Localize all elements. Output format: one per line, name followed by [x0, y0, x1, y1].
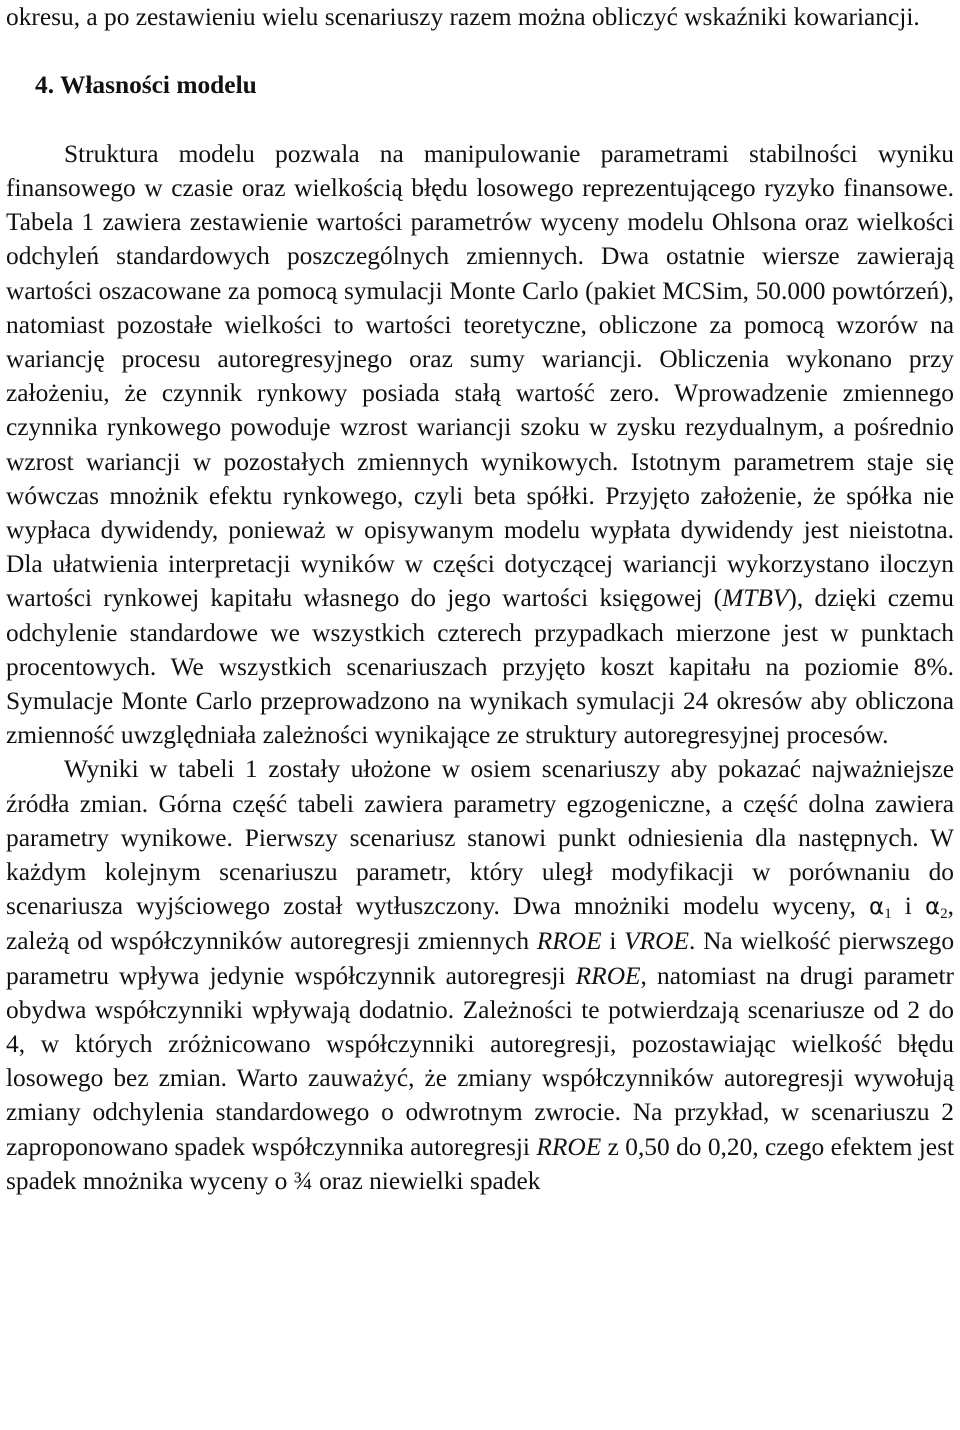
- mtbv-term: MTBV: [722, 584, 789, 613]
- continuation-text: okresu, a po zestawieniu wielu scenariuszy razem można obliczyć wskaźniki kowariancji.: [6, 3, 920, 31]
- alpha-1-subscript: 1: [884, 906, 892, 923]
- section-title: Własności modelu: [59, 71, 257, 100]
- alpha-1-symbol: α: [869, 894, 885, 921]
- paragraph1-text-b: ), dzięki czemu odchylenie standardowe we wszystkich czterech przypadkach mierzone jest w punktach procentowych. We wszystkich scenariuszach przyjęto koszt kapitału na poziomie 8%. Symulacje Monte Carlo przeprowadzono na wynikach symulacji 24 okresów aby obliczona zmienność uwzględniała zależności wynikające ze struktury autoregresyjnej procesów.: [6, 584, 954, 750]
- paragraph2-text-e: , natomiast na drugi parametr obydwa współczynniki wpływają dodatnio. Zależności te potwierdzają scenariusze od 2 do 4, w których zróżnicowano współczynniki autoregresji, pozostawiając wielkość błędu losowego bez zmian. Warto zauważyć, że zmiany współczynników autoregresji wywołują zmiany odchylenia standardowego o odwrotnym zwrocie. Na przykład, w scenariuszu 2 zaproponowano spadek współczynnika autoregresji: [6, 961, 954, 1161]
- rroe-term-3: RROE: [536, 1132, 602, 1161]
- section-number: 4.: [35, 71, 55, 100]
- alpha-2-subscript: 2: [940, 906, 948, 923]
- paragraph-spacer: [6, 34, 954, 68]
- body-paragraph-2: [6, 752, 954, 1198]
- heading-spacer: [6, 103, 954, 137]
- paragraph2-conjunction: i: [891, 892, 925, 921]
- alpha-2-symbol: α: [924, 894, 941, 921]
- body-paragraph-1: [6, 137, 954, 753]
- paragraph2-text-c: i: [601, 927, 625, 956]
- section-heading: [6, 68, 954, 102]
- rroe-term-2: RROE: [575, 961, 641, 990]
- document-page: [6, 0, 954, 1198]
- paragraph2-text-d: . Na wielkość pierwszego parametru wpływa jedynie współczynnik autoregresji: [6, 927, 955, 990]
- paragraph2-text-a: Wyniki w tabeli 1 zostały ułożone w osiem scenariuszy aby pokazać najważniejsze źródła zmian. Górna część tabeli zawiera parametry egzogeniczne, a część dolna zawiera parametry wynikowe. Pierwszy scenariusz stanowi punkt odniesienia dla następnych. W każdym kolejnym scenariuszu parametr, który uległ modyfikacji w porównaniu do scenariusza wyjściowego został wytłuszczony. Dwa mnożniki modelu wyceny,: [6, 755, 954, 921]
- paragraph1-text-a: Struktura modelu pozwala na manipulowanie parametrami stabilności wyniku finansowego w czasie oraz wielkością błędu losowego reprezentującego ryzyko finansowe. Tabela 1 zawiera zestawienie wartości parametrów wyceny modelu Ohlsona oraz wielkości odchyleń standardowych poszczególnych zmiennych. Dwa ostatnie wiersze zawierają wartości oszacowane za pomocą symulacji Monte Carlo (pakiet MCSim, 50.000 powtórzeń), natomiast pozostałe wielkości to wartości teoretyczne, obliczone za pomocą wzorów na wariancję procesu autoregresyjnego oraz sumy wariancji. Obliczenia wykonano przy założeniu, że czynnik rynkowy posiada stałą wartość zero. Wprowadzenie zmiennego czynnika rynkowego powoduje wzrost wariancji szoku w zysku rezydualnym, a pośrednio wzrost wariancji w pozostałych zmiennych wynikowych. Istotnym parametrem staje się wówczas mnożnik efektu rynkowego, czyli beta spółki. Przyjęto założenie, że spółka nie wypłaca dywidendy, ponieważ w opisywanym modelu wypłata dywidendy jest nieistotna. Dla ułatwienia interpretacji wyników w części dotyczącej wariancji wykorzystano iloczyn wartości rynkowej kapitału własnego do jego wartości księgowej (: [6, 139, 954, 613]
- rroe-term: RROE: [536, 927, 602, 956]
- paragraph2-text-f: z 0,50 do 0,20, czego efektem jest spadek mnożnika wyceny o ¾ oraz niewielki spadek: [6, 1132, 955, 1195]
- paragraph2-text-b: , zależą od współczynników autoregresji zmiennych: [6, 892, 954, 956]
- continuation-paragraph: [6, 0, 954, 34]
- vroe-term: VROE: [624, 927, 689, 956]
